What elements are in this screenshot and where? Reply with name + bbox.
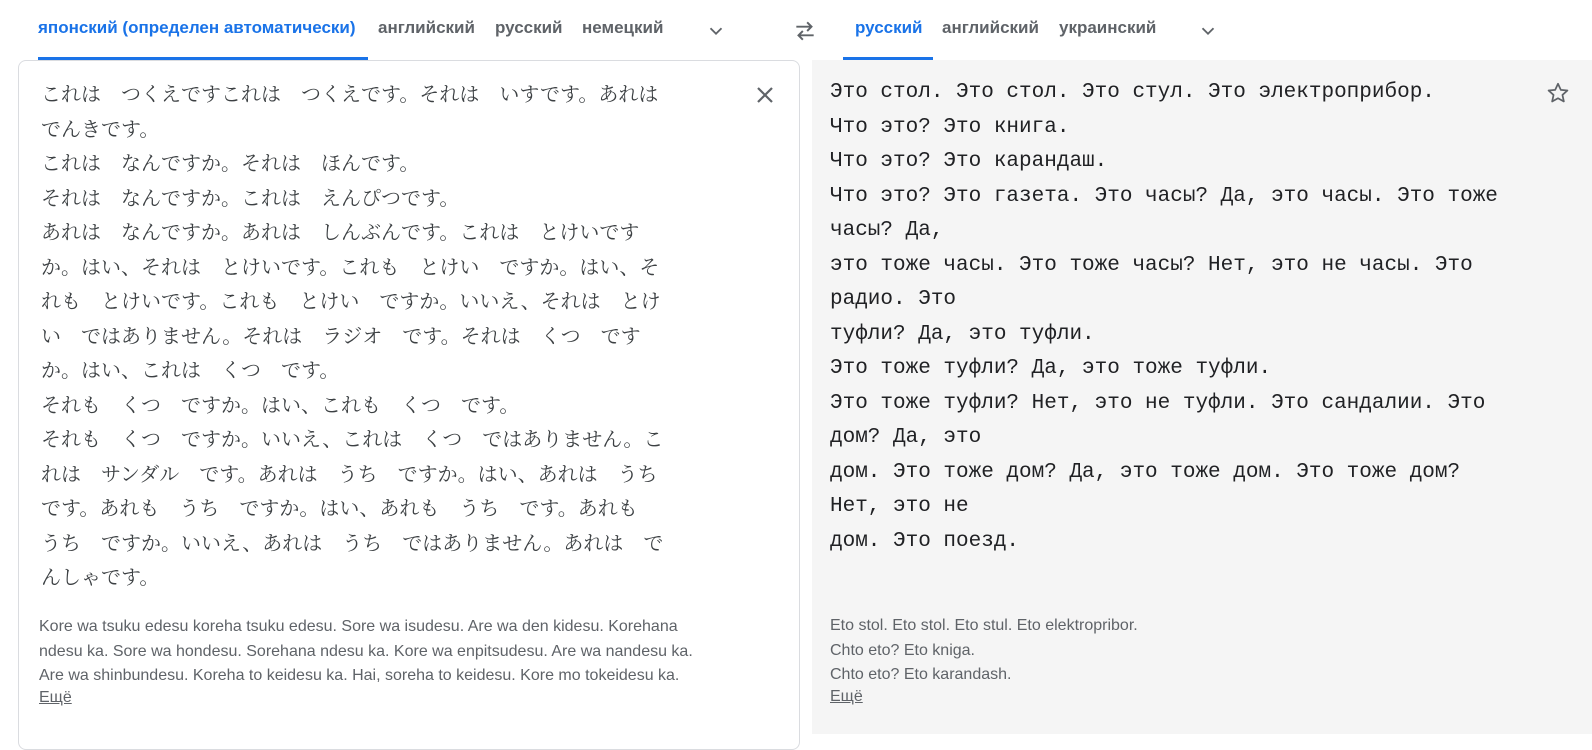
source-more-link[interactable]: Ещё	[39, 689, 72, 706]
tab-target-ukrainian[interactable]: украинский	[1059, 18, 1157, 37]
tab-target-english[interactable]: английский	[942, 18, 1039, 37]
tab-source-german[interactable]: немецкий	[582, 18, 664, 37]
tab-source-detected[interactable]: японский (определен автоматически)	[38, 18, 368, 60]
source-lang-chevron-down-icon[interactable]	[705, 20, 727, 47]
source-transliteration: Kore wa tsuku edesu koreha tsuku edesu. Sore wa isudesu. Are wa den kidesu. Korehana ndesu ka. Sore wa hondesu. Sorehana ndesu ka. Kore wa enpitsudesu. Are wa nandesu ka. Are wa shinbundesu. Koreha to keidesu ka. Hai, soreha to keidesu. Kore mo tokeidesu ka.	[39, 618, 693, 684]
tab-source-russian[interactable]: русский	[495, 18, 563, 37]
tab-source-english[interactable]: английский	[378, 18, 475, 37]
star-icon[interactable]	[1545, 80, 1571, 111]
target-text-panel	[812, 60, 1592, 734]
target-more-link[interactable]: Ещё	[830, 688, 863, 705]
source-text-panel	[18, 60, 800, 750]
close-icon[interactable]	[753, 83, 777, 112]
target-lang-chevron-down-icon[interactable]	[1197, 20, 1219, 47]
language-bar	[0, 0, 1592, 60]
source-text-input[interactable]: これは つくえですこれは つくえです。それは いすです。あれは でんきです。 これは なんですか。それは ほんです。 それは なんですか。これは えんぴつです。 あれは なんですか。あれは しんぶんです。これは とけいです か。はい、それは とけいです。これも とけい ですか。はい、そ れも とけいです。これも とけい ですか。いいえ、それは とけ い ではありません。それは ラジオ です。それは くつ です か。はい、これは くつ です。 それも くつ ですか。はい、これも くつ です。 それも くつ ですか。いいえ、これは くつ ではありません。こ れは サンダル です。あれは うち ですか。はい、あれは うち です。あれも うち ですか。はい、あれも うち です。あれも うち ですか。いいえ、あれは うち ではありません。あれは で んしゃです。	[41, 82, 664, 589]
translation-output: Это стол. Это стол. Это стул. Это электроприбор. Что это? Это книга. Что это? Это карандаш. Что это? Это газета. Это часы? Да, это часы. Это тоже часы? Да, это тоже часы. Это тоже часы? Нет, это не часы. Это радио. Это туфли? Да, это туфли. Это тоже туфли? Да, это тоже туфли. Это тоже туфли? Нет, это не туфли. Это сандалии. Это дом? Да, это дом. Это тоже дом? Да, это тоже дом. Это тоже дом? Нет, это не дом. Это поезд.	[830, 81, 1498, 553]
target-transliteration: Eto stol. Eto stol. Eto stul. Eto elektropribor. Chto eto? Eto kniga. Chto eto? Eto karandash.	[830, 617, 1138, 683]
swap-icon[interactable]	[792, 18, 818, 49]
tab-target-russian[interactable]: русский	[843, 18, 933, 60]
